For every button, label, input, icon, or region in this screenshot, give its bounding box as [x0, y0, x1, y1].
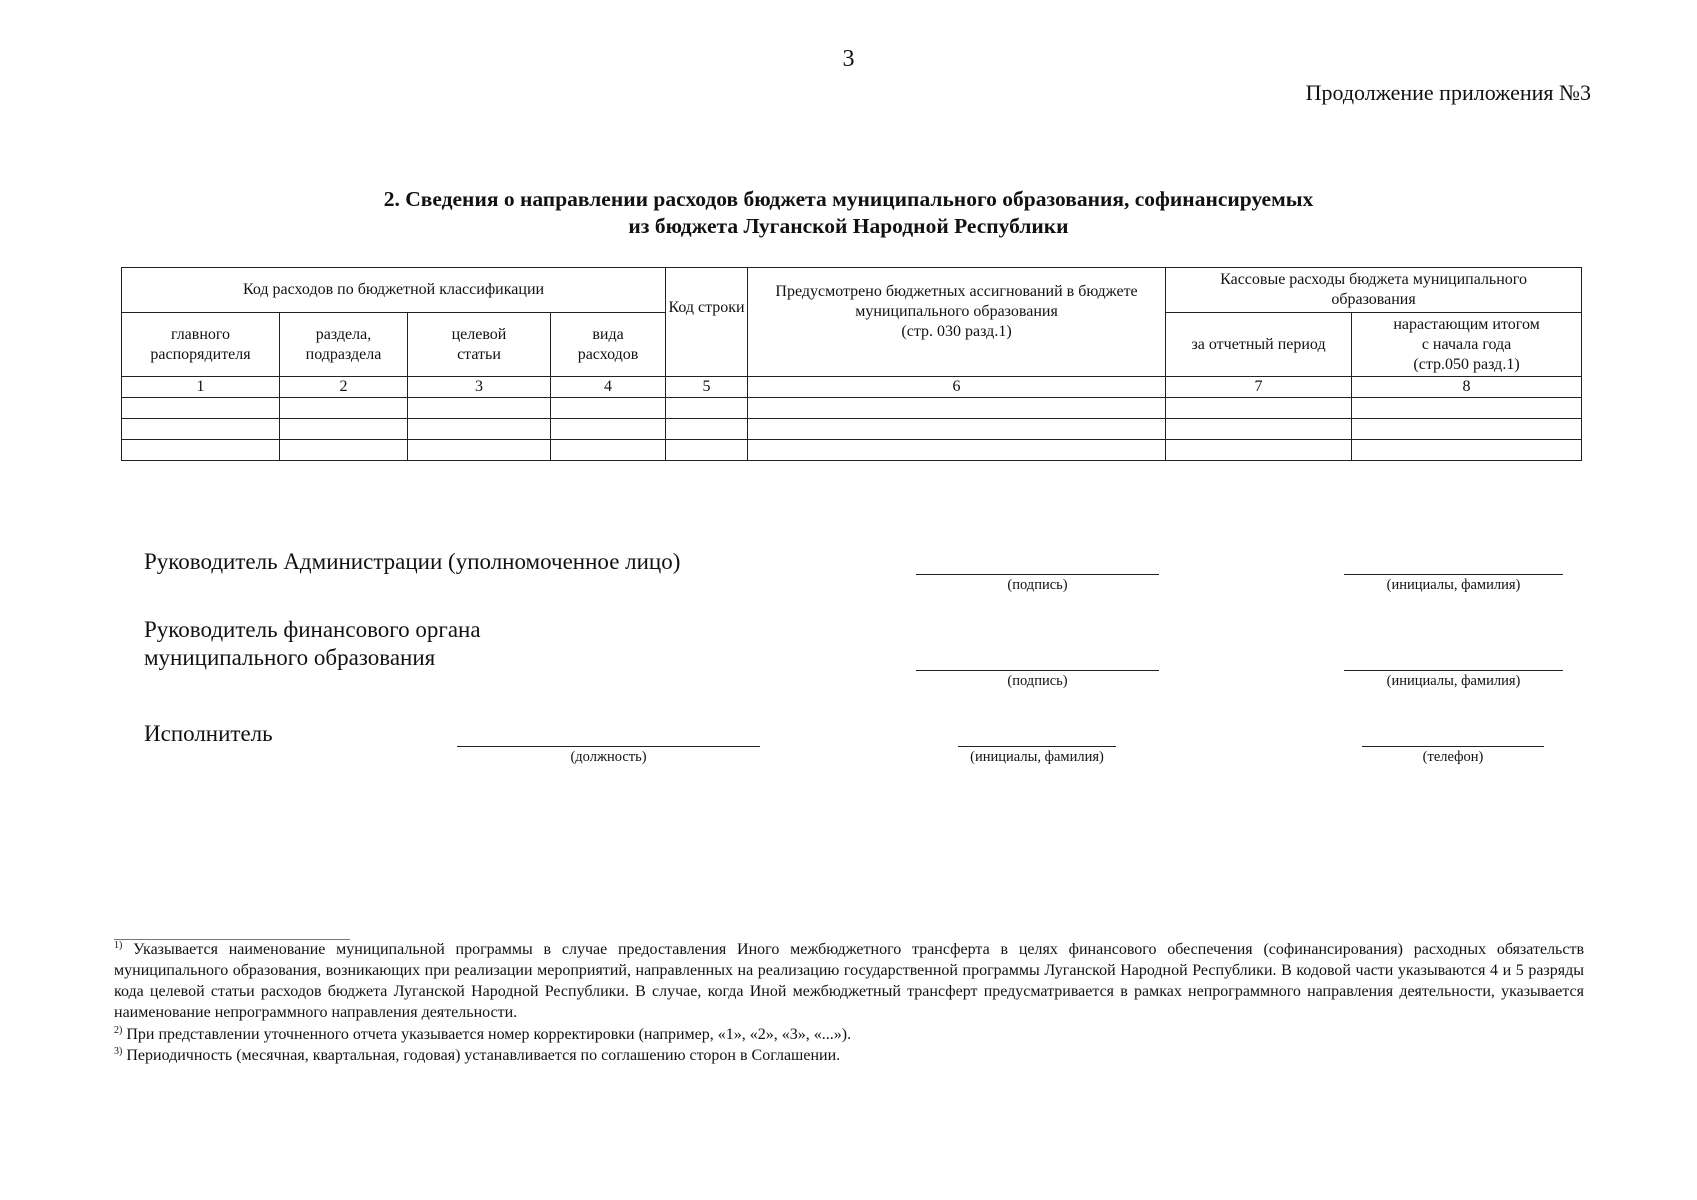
head-admin-initials-line[interactable] [1344, 574, 1563, 575]
footnote-2 [114, 1024, 1584, 1045]
header-cumulative [1352, 313, 1582, 377]
section-title [0, 186, 1697, 240]
footnote-3 [114, 1045, 1584, 1066]
table-row [122, 419, 1582, 440]
table-cell[interactable] [748, 419, 1166, 440]
header-assignments-line-1: Предусмотрено бюджетных ассигнований в бюджете [775, 283, 1138, 300]
table-cell[interactable] [551, 419, 666, 440]
executor-phone-line[interactable] [1362, 746, 1544, 747]
column-number: 8 [1352, 377, 1582, 398]
header-cash-group [1166, 268, 1582, 313]
footnote-3-mark: 3) [114, 1046, 123, 1057]
table-cell[interactable] [408, 419, 551, 440]
head-finance-signature-caption: (подпись) [1007, 673, 1068, 689]
table-cell[interactable] [122, 419, 280, 440]
table-cell[interactable] [1352, 440, 1582, 461]
header-cumulative-line-1: нарастающим итогом [1393, 315, 1540, 333]
column-number: 4 [551, 377, 666, 398]
footnote-1-mark: 1) [114, 940, 123, 951]
head-finance-label [144, 616, 481, 672]
head-finance-label-line-2: муниципального образования [144, 645, 436, 670]
head-admin-signature-caption: (подпись) [1007, 577, 1068, 593]
footnote-2-text: При представлении уточненного отчета указывается номер корректировки (например, «1», «2», «3», «...»). [122, 1026, 852, 1043]
footnote-2-mark: 2) [114, 1025, 123, 1036]
table-cell[interactable] [408, 398, 551, 419]
table-cell[interactable] [1352, 419, 1582, 440]
table-cell[interactable] [280, 419, 408, 440]
header-row-code: Код строки [666, 268, 748, 377]
header-section [280, 313, 408, 377]
header-assignments-line-2: муниципального образования [855, 303, 1058, 320]
table-cell[interactable] [122, 440, 280, 461]
table-cell[interactable] [748, 440, 1166, 461]
section-title-line-2: из бюджета Луганской Народной Республики [628, 214, 1069, 238]
table-cell[interactable] [1166, 440, 1352, 461]
table-cell[interactable] [1166, 398, 1352, 419]
table-cell[interactable] [666, 419, 748, 440]
executor-label: Исполнитель [144, 721, 273, 746]
column-number: 7 [1166, 377, 1352, 398]
executor-phone-caption: (телефон) [1422, 749, 1484, 765]
header-budget-code-group: Код расходов по бюджетной классификации [122, 268, 666, 313]
executor-position-caption: (должность) [570, 749, 647, 765]
header-expense-type-line-2: расходов [577, 345, 639, 363]
header-target-article-line-2: статьи [457, 345, 501, 363]
section-title-line-1: 2. Сведения о направлении расходов бюджета муниципального образования, софинансируемых [383, 187, 1314, 211]
header-reporting-period: за отчетный период [1166, 313, 1352, 377]
footnote-1-text: Указывается наименование муниципальной программы в случае предоставления Иного межбюджетного трансферта в целях финансового обеспечения (софинансирования) расходных обязательств муниципального образования, возникающих при реализации мероприятий, направленных на реализацию государственной программы Луганской Народной Республики. В кодовой части указываются 4 и 5 разряды кода целевой статьи расходов бюджета Луганской Народной Республики. В случае, когда Иной межбюджетный трансферт предусматривается в рамках непрограммного направления деятельности, указывается наименование непрограммного направления деятельности. [114, 941, 1584, 1021]
executor-initials-caption: (инициалы, фамилия) [970, 749, 1104, 765]
table-cell[interactable] [280, 440, 408, 461]
header-assignments-line-3: (стр. 030 разд.1) [901, 323, 1012, 340]
table-cell[interactable] [280, 398, 408, 419]
header-main-manager-line-1: главного [170, 325, 231, 343]
head-finance-signature-line[interactable] [916, 670, 1159, 671]
footnote-3-text: Периодичность (месячная, квартальная, годовая) устанавливается по соглашению сторон в Соглашении. [122, 1047, 841, 1064]
table-cell[interactable] [1352, 398, 1582, 419]
head-finance-initials-line[interactable] [1344, 670, 1563, 671]
appendix-label: Продолжение приложения №3 [1305, 80, 1591, 105]
header-target-article-line-1: целевой [451, 325, 507, 343]
table-cell[interactable] [666, 440, 748, 461]
header-target-article [408, 313, 551, 377]
budget-table [121, 267, 1582, 461]
head-admin-signature-line[interactable] [916, 574, 1159, 575]
head-admin-label: Руководитель Администрации (уполномоченное лицо) [144, 549, 681, 574]
table-cell[interactable] [122, 398, 280, 419]
head-finance-initials-caption: (инициалы, фамилия) [1386, 673, 1521, 689]
head-admin-initials-caption: (инициалы, фамилия) [1386, 577, 1521, 593]
footnote-1 [114, 939, 1584, 1023]
column-number-row [122, 377, 1582, 398]
executor-initials-line[interactable] [958, 746, 1116, 747]
header-expense-type-line-1: вида [592, 325, 624, 343]
head-finance-label-line-1: Руководитель финансового органа [144, 617, 481, 642]
column-number: 6 [748, 377, 1166, 398]
header-cumulative-line-3: (стр.050 разд.1) [1413, 355, 1520, 373]
header-main-manager-line-2: распорядителя [150, 345, 251, 363]
header-expense-type [551, 313, 666, 377]
column-number: 5 [666, 377, 748, 398]
table-cell[interactable] [408, 440, 551, 461]
header-assignments [748, 268, 1166, 377]
table-cell[interactable] [551, 398, 666, 419]
header-cash-group-line-1: Кассовые расходы бюджета муниципального [1220, 271, 1527, 288]
header-main-manager [122, 313, 280, 377]
table-cell[interactable] [1166, 419, 1352, 440]
table-cell[interactable] [748, 398, 1166, 419]
column-number: 3 [408, 377, 551, 398]
page-number: 3 [842, 46, 855, 72]
header-cumulative-line-2: с начала года [1421, 335, 1512, 353]
table-cell[interactable] [551, 440, 666, 461]
column-number: 2 [280, 377, 408, 398]
table-row [122, 398, 1582, 419]
header-row-1 [122, 268, 1582, 313]
column-number: 1 [122, 377, 280, 398]
header-section-line-2: подраздела [305, 345, 382, 363]
header-cash-group-line-2: образования [1331, 291, 1416, 308]
table-row [122, 440, 1582, 461]
header-section-line-1: раздела, [315, 325, 372, 343]
executor-position-line[interactable] [457, 746, 760, 747]
table-cell[interactable] [666, 398, 748, 419]
